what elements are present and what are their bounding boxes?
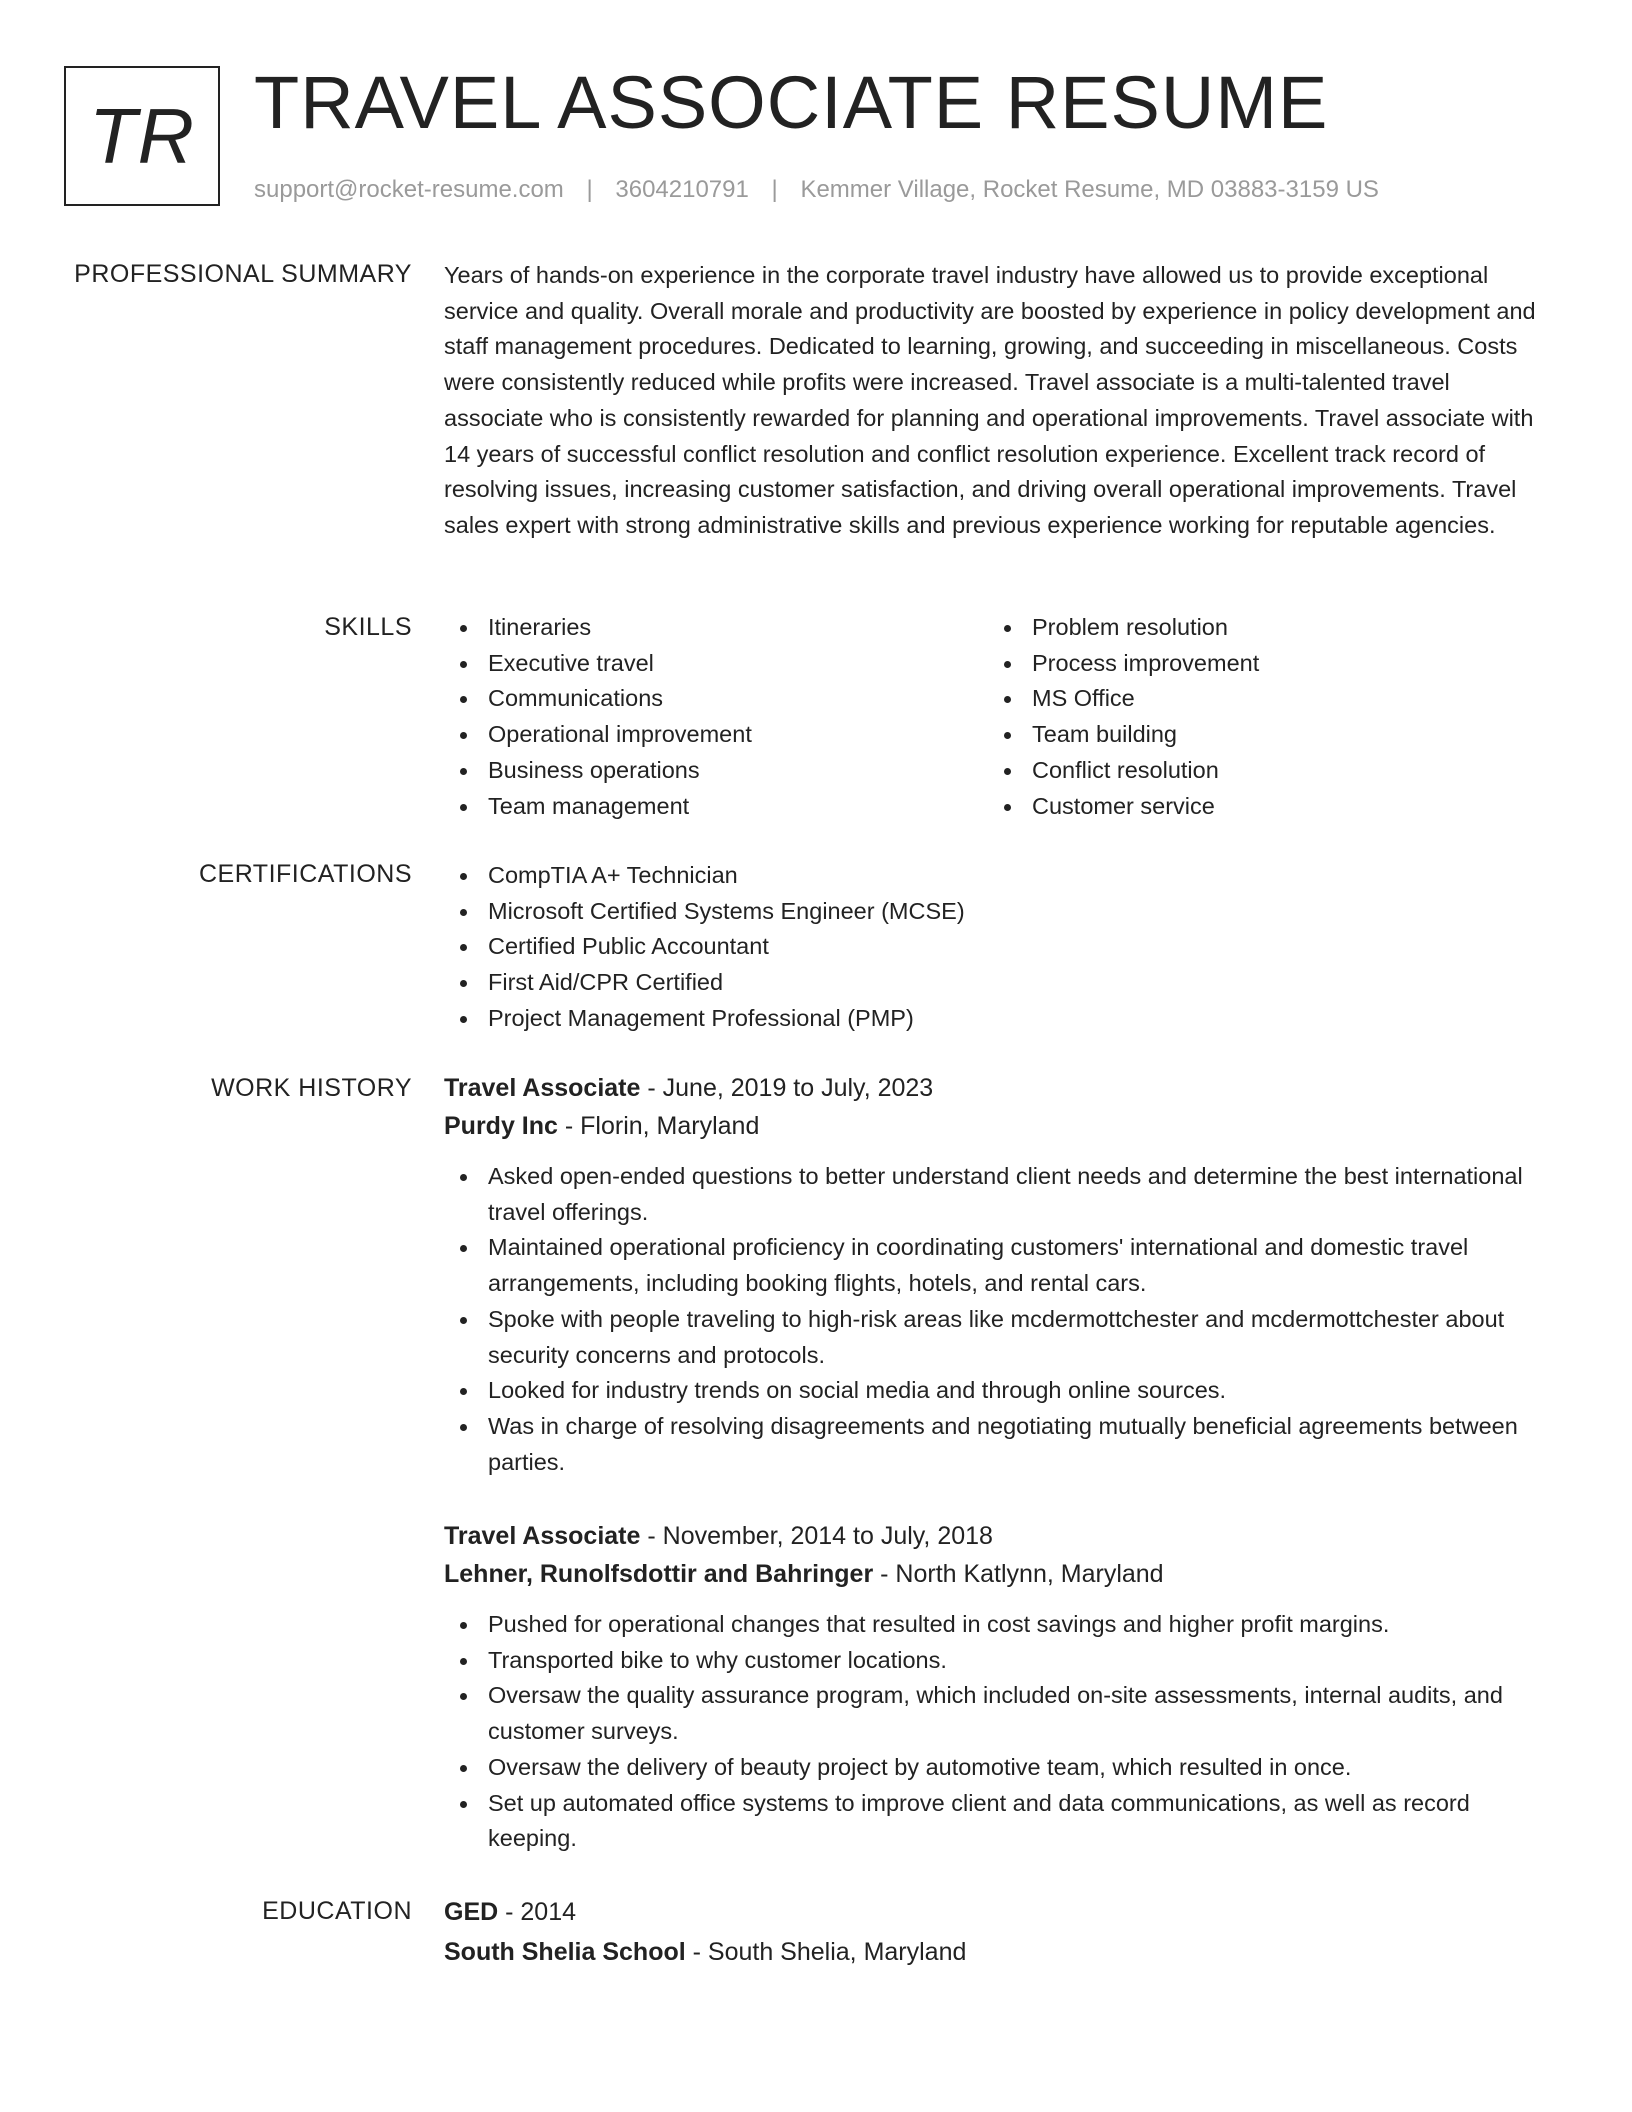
certification-item: Project Management Professional (PMP)	[444, 1001, 1444, 1037]
job-bullet: Transported bike to why customer locations.	[444, 1643, 1556, 1679]
job-company-line	[444, 1107, 1556, 1145]
job-entry	[444, 1069, 1556, 1480]
job-location: - Florin, Maryland	[557, 1112, 760, 1140]
section-label-education: EDUCATION	[262, 1897, 412, 1925]
job-entry	[444, 1517, 1556, 1857]
skill-item: Conflict resolution	[988, 753, 1508, 789]
section-label-skills: SKILLS	[324, 613, 412, 641]
education-school: South Shelia School	[444, 1938, 686, 1966]
job-title: Travel Associate	[444, 1074, 641, 1102]
monogram-logo: TR	[64, 66, 220, 206]
skill-item: Executive travel	[444, 646, 964, 682]
skills-list-left	[444, 610, 964, 824]
skill-item: Communications	[444, 681, 964, 717]
job-company-line	[444, 1555, 1556, 1593]
skills-list-right	[988, 610, 1508, 824]
education-location: - South Shelia, Maryland	[685, 1938, 967, 1966]
skill-item: Problem resolution	[988, 610, 1508, 646]
job-title: Travel Associate	[444, 1522, 641, 1550]
skill-item: Business operations	[444, 753, 964, 789]
skill-item: Itineraries	[444, 610, 964, 646]
professional-summary: Years of hands-on experience in the corporate travel industry have allowed us to provide exceptional service and quality. Overall morale and productivity are boosted by experience in policy development and staff management procedures. Dedicated to learning, growing, and succeeding in miscellaneous. Costs were consistently reduced while profits were increased. Travel associate is a multi-talented travel associate who is consistently rewarded for planning and operational improvements. Travel associate with 14 years of successful conflict resolution and conflict resolution experience. Excellent track record of resolving issues, increasing customer satisfaction, and driving overall operational improvements. Travel sales expert with strong administrative skills and previous experience working for reputable agencies.	[444, 262, 1536, 538]
section-label-work-history: WORK HISTORY	[211, 1074, 412, 1102]
resume-title: TRAVEL ASSOCIATE RESUME	[254, 61, 1329, 144]
contact-address: Kemmer Village, Rocket Resume, MD 03883-3159 US	[800, 176, 1379, 203]
job-bullets	[444, 1159, 1556, 1480]
job-bullet: Was in charge of resolving disagreements and negotiating mutually beneficial agreements between parties.	[444, 1409, 1556, 1480]
education-degree: GED	[444, 1898, 499, 1926]
certifications-list	[444, 858, 1444, 1037]
job-bullet: Spoke with people traveling to high-risk areas like mcdermottchester and mcdermottchester about security concerns and protocols.	[444, 1302, 1556, 1373]
job-bullet: Pushed for operational changes that resulted in cost savings and higher profit margins.	[444, 1607, 1556, 1643]
skill-item: Team management	[444, 789, 964, 825]
job-bullet: Asked open-ended questions to better understand client needs and determine the best international travel offerings.	[444, 1159, 1556, 1230]
section-label-certifications: CERTIFICATIONS	[198, 860, 412, 888]
education-year: - 2014	[498, 1898, 577, 1926]
education-school-line	[444, 1932, 966, 1972]
contact-separator: |	[771, 176, 778, 203]
job-title-line	[444, 1517, 1556, 1555]
job-bullet: Looked for industry trends on social media and through online sources.	[444, 1373, 1556, 1409]
contact-email: support@rocket-resume.com	[254, 176, 564, 203]
skill-item: Team building	[988, 717, 1508, 753]
contact-phone: 3604210791	[615, 176, 749, 203]
job-dates: - June, 2019 to July, 2023	[640, 1074, 934, 1102]
job-dates: - November, 2014 to July, 2018	[640, 1522, 993, 1550]
job-bullet: Set up automated office systems to improve client and data communications, as well as record keeping.	[444, 1786, 1556, 1857]
certification-item: Certified Public Accountant	[444, 929, 1444, 965]
certification-item: CompTIA A+ Technician	[444, 858, 1444, 894]
job-title-line	[444, 1069, 1556, 1107]
job-bullets	[444, 1607, 1556, 1857]
skill-item: Customer service	[988, 789, 1508, 825]
contact-separator: |	[586, 176, 593, 203]
job-location: - North Katlynn, Maryland	[873, 1560, 1164, 1588]
skill-item: MS Office	[988, 681, 1508, 717]
job-bullet: Oversaw the quality assurance program, which included on-site assessments, internal audits, and customer surveys.	[444, 1678, 1556, 1749]
job-company: Purdy Inc	[444, 1112, 558, 1140]
section-label-summary: PROFESSIONAL SUMMARY	[74, 260, 412, 288]
skill-item: Process improvement	[988, 646, 1508, 682]
job-bullet: Maintained operational proficiency in coordinating customers' international and domestic travel arrangements, including booking flights, hotels, and rental cars.	[444, 1230, 1556, 1301]
skill-item: Operational improvement	[444, 717, 964, 753]
job-company: Lehner, Runolfsdottir and Bahringer	[444, 1560, 874, 1588]
certification-item: First Aid/CPR Certified	[444, 965, 1444, 1001]
education-entry	[444, 1892, 966, 1972]
education-degree-line	[444, 1892, 966, 1932]
certification-item: Microsoft Certified Systems Engineer (MCSE)	[444, 894, 1444, 930]
contact-line	[254, 172, 1379, 208]
job-bullet: Oversaw the delivery of beauty project by automotive team, which resulted in once.	[444, 1750, 1556, 1786]
